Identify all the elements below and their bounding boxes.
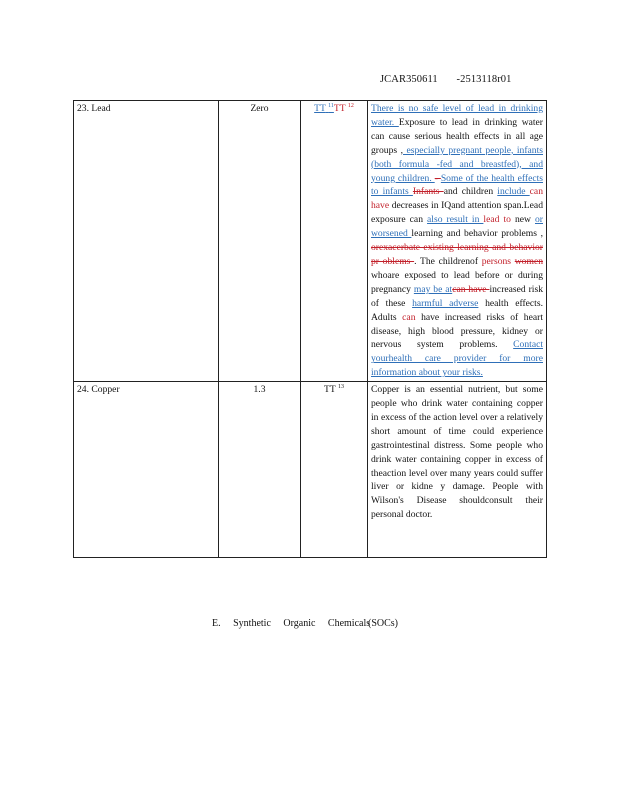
inserted-text: may be at: [413, 283, 453, 295]
effects-text: Exposure to lead in drinking water can cause serious health effects in all age groups ,: [371, 116, 543, 156]
effects-text: and children: [443, 186, 498, 198]
mcl-value: TT $^{13}$: [301, 382, 368, 558]
contaminant-name: 24. Copper: [74, 382, 219, 558]
section-heading: E. Synthetic Organic Chemicals: [212, 618, 371, 629]
effects-text: whoare exposed to lead before or during pregnancy: [371, 269, 543, 295]
effects-text: increased risk of these: [371, 283, 543, 309]
mcl-revised: TT $^{12}$: [333, 102, 354, 114]
section-abbreviation: (SOCs): [368, 618, 399, 629]
inserted-text: persons: [481, 255, 515, 267]
effects-text: . The childrenof: [414, 255, 482, 267]
health-effects-lead: [368, 101, 547, 382]
contaminant-table: [73, 100, 547, 558]
inserted-text: There is no safe level of lead in drinking water.: [371, 103, 543, 128]
inserted-text: include: [497, 186, 530, 198]
document-header: [380, 74, 512, 85]
mclg-value: 1.3: [219, 382, 301, 558]
doc-revision: -2513118r01: [456, 74, 512, 85]
table-row: [74, 101, 547, 382]
inserted-text: lead to: [483, 214, 515, 226]
deleted-text: can have: [452, 283, 490, 295]
health-effects-copper: Copper is an essential nutrient, but some people who drink water containing copper in excess of the action level over a relatively short amount of time could experience gastrointestinal distress. Some people who drink water containing copper in excess of theaction level over many years could suffer liver or kidne y damage. People with Wilson's Disease shouldconsult their personal doctor.: [368, 382, 547, 558]
table-row: [74, 382, 547, 558]
doc-id: JCAR350611: [380, 74, 438, 85]
inserted-text: especially pregnant people, infants (both formula -fed and breastfed), and young children.: [371, 144, 543, 184]
effects-text: decreases in IQand attention span.Lead exposure can: [371, 200, 543, 226]
mcl-inserted: TT $^{11}$: [314, 102, 334, 114]
inserted-text: Some of the health effects to infants: [371, 172, 543, 198]
inserted-text: can: [402, 311, 422, 323]
deleted-text: orexacerbate existing learning and behavior pr oblems: [371, 242, 543, 267]
mcl-value: [301, 101, 368, 382]
effects-text: health effects. Adults: [371, 297, 543, 323]
effects-text: new: [514, 214, 535, 226]
deleted-text: -: [434, 172, 441, 184]
effects-text: have increased risks of heart disease, high blood pressure, kidney or nervous system problems.: [371, 311, 543, 351]
inserted-text: Contact yourhealth care provider for more information about your risks.: [371, 339, 543, 379]
mclg-value: Zero: [219, 101, 301, 382]
deleted-text: Infants: [412, 186, 444, 198]
inserted-text: or worsened: [371, 214, 543, 240]
contaminant-name: 23. Lead: [74, 101, 219, 382]
inserted-text: can have: [371, 186, 543, 212]
inserted-text: harmful adverse: [412, 297, 479, 309]
effects-text: learning and behavior problems ,: [411, 228, 543, 240]
inserted-text: also result in: [427, 214, 484, 226]
deleted-text: women: [514, 255, 543, 267]
